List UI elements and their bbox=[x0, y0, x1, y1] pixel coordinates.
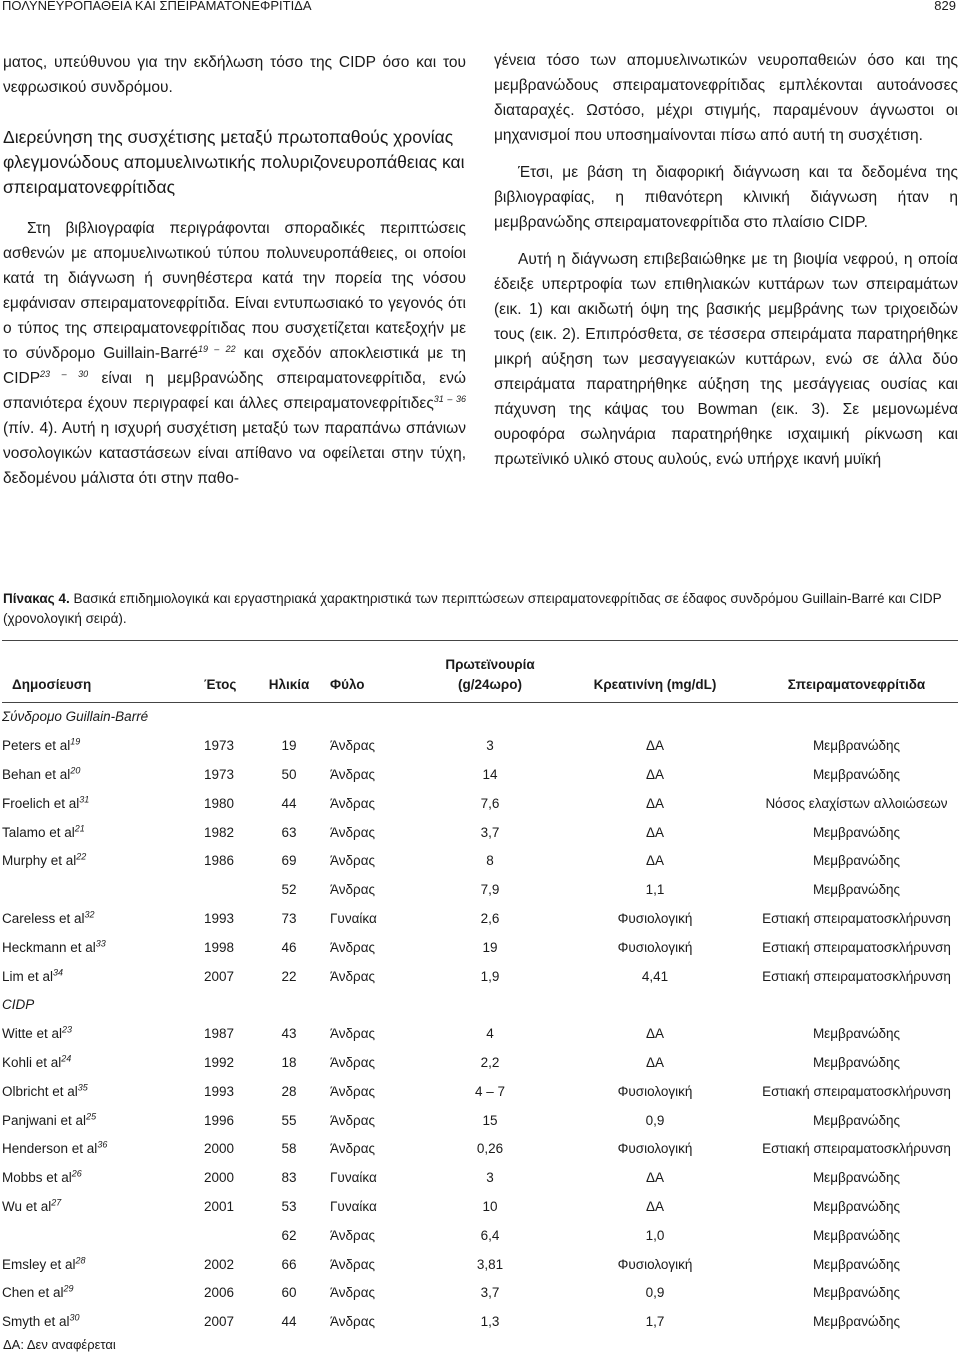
cell-creatinine: Φυσιολογική bbox=[617, 1141, 693, 1157]
cell-proteinuria: 15 bbox=[482, 1112, 498, 1128]
cell-glomerulonephritis: Μεμβρανώδης bbox=[812, 882, 901, 898]
continuation-paragraph: ματος, υπεύθυνου για την εκδήλωση τόσο της CIDP όσο και του νεφρωσικού συνδρόμου. bbox=[3, 54, 466, 96]
cell-publication: Mobbs et $al^{26}$ bbox=[2, 1168, 82, 1186]
header-sex: Φύλο bbox=[330, 677, 365, 692]
cell-year: 1998 bbox=[204, 939, 235, 955]
cell-year: 1992 bbox=[204, 1054, 235, 1070]
header-publication: Δημοσίευση bbox=[12, 677, 92, 692]
cell-publication bbox=[2, 876, 194, 905]
table-row bbox=[2, 905, 958, 934]
cell-year bbox=[194, 876, 264, 905]
cell-year: 2007 bbox=[204, 1314, 235, 1330]
cell-age: 28 bbox=[281, 1083, 297, 1099]
cell-sex: Γυναίκα bbox=[330, 910, 377, 926]
cell-glomerulonephritis: Εστιακή σπειραματοσκλήρυνση bbox=[762, 939, 951, 955]
cell-sex: Άνδρας bbox=[330, 1141, 376, 1157]
table-row bbox=[2, 732, 958, 761]
cell-glomerulonephritis: Μεμβρανώδης bbox=[812, 1256, 901, 1272]
cell-age: 73 bbox=[281, 910, 297, 926]
citation-ref: 32 bbox=[84, 909, 95, 920]
table-group-row bbox=[2, 991, 958, 1020]
cell-creatinine: 4,41 bbox=[641, 968, 669, 984]
citation-ref: 29 bbox=[63, 1283, 74, 1294]
cell-year: 1993 bbox=[204, 910, 235, 926]
cell-year: 2000 bbox=[204, 1141, 235, 1157]
cell-publication: Henderson et $al^{36}$ bbox=[2, 1139, 108, 1157]
cell-age: 60 bbox=[281, 1285, 297, 1301]
citation-ref: 35 bbox=[77, 1082, 88, 1093]
cell-sex: Άνδρας bbox=[330, 1256, 376, 1272]
cell-proteinuria: 3 bbox=[486, 738, 494, 754]
citation-ref: 26 bbox=[71, 1168, 82, 1179]
cell-publication: Panjwani et $al^{25}$ bbox=[2, 1111, 97, 1128]
cell-proteinuria: 2,6 bbox=[480, 910, 500, 926]
cell-glomerulonephritis: Μεμβρανώδης bbox=[812, 853, 901, 869]
cell-sex: Άνδρας bbox=[330, 766, 376, 782]
cell-sex: Άνδρας bbox=[330, 1112, 376, 1128]
body-paragraph: γένεια τόσο των απομυελινωτικών νευροπαθειών όσο και της μεμβρανώδους σπειραματονεφρίτιδας εμπλέκονται αυτοάνοσες διαταραχές. Ωστόσο, μέχρι στιγμής, παραμένουν άγνωστοι οι μηχανισμοί που υποσημαίνονται πίσω από αυτή τη συσχέτιση. bbox=[494, 52, 958, 144]
cell-creatinine: ΔΑ bbox=[645, 795, 665, 811]
cell-glomerulonephritis: Μεμβρανώδης bbox=[812, 1112, 901, 1128]
section-heading: Διερεύνηση της συσχέτισης μεταξύ πρωτοπαθούς χρονίας φλεγμονώδους απομυελινωτικής πολυριζονευροπάθειας και σπειραματονεφρίτιδας bbox=[3, 127, 465, 197]
cell-age: 18 bbox=[281, 1054, 297, 1070]
citation-ref: 31 bbox=[79, 794, 90, 805]
cell-age: 55 bbox=[281, 1112, 297, 1128]
cell-year: 2007 bbox=[204, 968, 235, 984]
cell-publication: Talamo et $al^{21}$ bbox=[2, 823, 85, 840]
running-title: ΠΟΛΥΝΕΥΡΟΠΑΘΕΙΑ ΚΑΙ ΣΠΕΙΡΑΜΑΤΟΝΕΦΡΙΤΙΔΑ bbox=[2, 0, 312, 13]
citation-ref: 20 bbox=[70, 765, 81, 776]
table-row bbox=[2, 1106, 958, 1135]
cell-publication: Froelich et $al^{31}$ bbox=[2, 794, 90, 811]
cell-age: 46 bbox=[281, 939, 297, 955]
cell-glomerulonephritis: Μεμβρανώδης bbox=[812, 1285, 901, 1301]
table-row bbox=[2, 962, 958, 991]
cell-age: 83 bbox=[281, 1170, 297, 1186]
cell-publication bbox=[2, 1221, 194, 1250]
group-label: Σύνδρομο Guillain-Barré bbox=[2, 709, 149, 725]
header-proteinuria: Πρωτεϊνουρία (g/24ωρο) bbox=[445, 657, 535, 692]
cell-publication: Behan et $al^{20}$ bbox=[2, 765, 81, 782]
cell-year: 1973 bbox=[204, 738, 235, 754]
table-row bbox=[2, 1077, 958, 1106]
table-row bbox=[2, 1164, 958, 1193]
cell-creatinine: Φυσιολογική bbox=[617, 1256, 693, 1272]
cell-creatinine: ΔΑ bbox=[645, 824, 665, 840]
cell-publication: Kohli et $al^{24}$ bbox=[2, 1053, 72, 1070]
cell-creatinine: Φυσιολογική bbox=[617, 939, 693, 955]
table-row bbox=[2, 1221, 958, 1250]
cell-sex: Άνδρας bbox=[330, 738, 376, 754]
body-paragraph: Αυτή η διάγνωση επιβεβαιώθηκε με τη βιοψία νεφρού, η οποία έδειξε υπερτροφία των επιθηλιακών κυττάρων των σπειραμάτων (εικ. 1) και ακιδωτή όψη της βασικής μεμβράνης των τριχοειδών τους (εικ. 2). Επιπρόσθετα, σε τέσσερα σπειράματα παρατηρήθηκε μικρή αύξηση των μεσαγγειακών κυττάρων, ενώ σε άλλα δύο σπειράματα παρατηρήθηκε αύξηση της μεσάγγειας ουσίας και πάχυνση της κάψας του Bowman (εικ. 3). Σε μεμονωμένα ουροφόρα σωληνάρια παρατηρήθηκε ισχαιμική ρίκνωση και πρωτεϊνικό υλικό στους αυλούς, ενώ υπήρχε ικανή μυϊκή bbox=[494, 251, 958, 468]
cell-sex: Άνδρας bbox=[330, 939, 376, 955]
citation-ref: 31 – 36 bbox=[433, 393, 466, 404]
cell-age: 22 bbox=[281, 968, 297, 984]
cell-publication: Chen et $al^{29}$ bbox=[2, 1283, 74, 1301]
citation-ref: 19 bbox=[70, 736, 81, 747]
cell-year: 2000 bbox=[204, 1170, 235, 1186]
cell-proteinuria: 8 bbox=[486, 853, 494, 869]
cell-year bbox=[194, 1221, 264, 1250]
cell-creatinine: ΔΑ bbox=[645, 853, 665, 869]
cell-glomerulonephritis: Μεμβρανώδης bbox=[812, 738, 901, 754]
cell-publication: Murphy et $al^{22}$ bbox=[2, 851, 87, 869]
citation-ref: 30 bbox=[69, 1312, 80, 1323]
cell-proteinuria: 0,26 bbox=[476, 1141, 504, 1157]
right-column bbox=[494, 48, 958, 472]
cell-proteinuria: 7,9 bbox=[480, 882, 500, 898]
citation-ref: 27 bbox=[51, 1197, 62, 1208]
cell-glomerulonephritis: Εστιακή σπειραματοσκλήρυνση bbox=[762, 1141, 951, 1157]
citation-ref: 28 bbox=[75, 1255, 86, 1266]
table-row bbox=[2, 1193, 958, 1222]
citation-ref: 36 bbox=[97, 1139, 108, 1150]
cell-year: 1987 bbox=[204, 1026, 235, 1042]
cell-creatinine: ΔΑ bbox=[645, 1054, 665, 1070]
table-row bbox=[2, 1135, 958, 1164]
group-label: CIDP bbox=[2, 997, 35, 1013]
cell-age: 69 bbox=[281, 853, 297, 869]
citation-ref: 21 bbox=[74, 823, 85, 834]
cell-year: 1996 bbox=[204, 1112, 235, 1128]
cell-age: 63 bbox=[281, 824, 297, 840]
cell-year: 1980 bbox=[204, 795, 235, 811]
cell-sex: Άνδρας bbox=[330, 1083, 376, 1099]
cell-glomerulonephritis: Νόσος ελαχίστων αλλοιώσεων bbox=[765, 795, 948, 811]
citation-ref: 34 bbox=[53, 967, 64, 978]
header-creatinine: Κρεατινίνη (mg/dL) bbox=[593, 677, 717, 692]
cell-age: 66 bbox=[281, 1256, 297, 1272]
header-year: Έτος bbox=[204, 677, 237, 692]
spacer bbox=[3, 100, 466, 125]
cell-publication: Peters et $al^{19}$ bbox=[2, 736, 81, 754]
table-caption: Πίνακας 4. Βασικά επιδημιολογικά και εργαστηριακά χαρακτηριστικά των περιπτώσεων σπειραματονεφρίτιδας σε έδαφος συνδρόμου Guillain-Barré και CIDP (χρονολογική σειρά). bbox=[3, 591, 942, 626]
cell-sex: Άνδρας bbox=[330, 1285, 376, 1301]
cell-year: 1982 bbox=[204, 824, 235, 840]
cell-year: 2002 bbox=[204, 1256, 235, 1272]
cell-sex: Άνδρας bbox=[330, 882, 376, 898]
cell-glomerulonephritis: Μεμβρανώδης bbox=[812, 766, 901, 782]
table-row bbox=[2, 761, 958, 790]
page-number: 829 bbox=[934, 0, 956, 13]
table-row bbox=[2, 1020, 958, 1049]
citation-ref: 33 bbox=[95, 938, 106, 949]
cell-proteinuria: 4 bbox=[486, 1026, 494, 1042]
cell-sex: Άνδρας bbox=[330, 853, 376, 869]
cell-year: 1986 bbox=[204, 853, 235, 869]
cell-publication: Careless et $al^{32}$ bbox=[2, 909, 95, 926]
cell-creatinine: 1,7 bbox=[645, 1314, 665, 1330]
cell-year: 1993 bbox=[204, 1083, 235, 1099]
cell-sex: Άνδρας bbox=[330, 1054, 376, 1070]
cell-glomerulonephritis: Μεμβρανώδης bbox=[812, 1054, 901, 1070]
cell-proteinuria: 3,7 bbox=[480, 1285, 500, 1301]
citation-ref: 25 bbox=[86, 1111, 97, 1122]
cell-glomerulonephritis: Μεμβρανώδης bbox=[812, 1026, 901, 1042]
table-row bbox=[2, 1308, 958, 1337]
cell-creatinine: Φυσιολογική bbox=[617, 910, 693, 926]
cell-year: 2001 bbox=[204, 1198, 235, 1214]
cell-creatinine: 0,9 bbox=[645, 1112, 665, 1128]
cell-age: 62 bbox=[281, 1227, 297, 1243]
table-row bbox=[2, 1279, 958, 1308]
cell-creatinine: ΔΑ bbox=[645, 1026, 665, 1042]
cell-sex: Άνδρας bbox=[330, 795, 376, 811]
cell-creatinine: Φυσιολογική bbox=[617, 1083, 693, 1099]
cell-creatinine: 0,9 bbox=[645, 1285, 665, 1301]
data-table bbox=[2, 640, 958, 1337]
cell-proteinuria: 14 bbox=[482, 766, 498, 782]
cell-age: 44 bbox=[281, 1314, 297, 1330]
body-paragraph: Έτσι, με βάση τη διαφορική διάγνωση και τα δεδομένα της βιβλιογραφίας, η πιθανότερη κλινική διάγνωση ήταν η μεμβρανώδης σπειραματονεφρίτιδα στο πλαίσιο CIDP. bbox=[494, 164, 958, 231]
citation-ref: 24 bbox=[61, 1053, 72, 1064]
cell-sex: Άνδρας bbox=[330, 824, 376, 840]
table-row bbox=[2, 933, 958, 962]
cell-proteinuria: 6,4 bbox=[480, 1227, 500, 1243]
cell-glomerulonephritis: Μεμβρανώδης bbox=[812, 824, 901, 840]
cell-proteinuria: 3,7 bbox=[480, 824, 500, 840]
citation-ref: 22 bbox=[76, 851, 87, 862]
cell-publication: Emsley et $al^{28}$ bbox=[2, 1255, 86, 1272]
spacer bbox=[3, 200, 466, 216]
cell-creatinine: 1,1 bbox=[645, 882, 665, 898]
cell-sex: Άνδρας bbox=[330, 1026, 376, 1042]
cell-proteinuria: 1,9 bbox=[480, 968, 500, 984]
table-row bbox=[2, 847, 958, 876]
cell-age: 50 bbox=[281, 766, 297, 782]
cell-age: 58 bbox=[281, 1141, 297, 1157]
cell-glomerulonephritis: Μεμβρανώδης bbox=[812, 1198, 901, 1214]
cell-proteinuria: 19 bbox=[482, 939, 498, 955]
cell-year: 1973 bbox=[204, 766, 235, 782]
cell-proteinuria: 3,81 bbox=[476, 1256, 504, 1272]
table-footnote: ΔΑ: Δεν αναφέρεται bbox=[3, 1337, 116, 1352]
cell-sex: Άνδρας bbox=[330, 968, 376, 984]
cell-proteinuria: 1,3 bbox=[480, 1314, 500, 1330]
cell-age: 53 bbox=[281, 1198, 297, 1214]
cell-age: 44 bbox=[281, 795, 297, 811]
cell-proteinuria: 3 bbox=[486, 1170, 494, 1186]
cell-glomerulonephritis: Μεμβρανώδης bbox=[812, 1170, 901, 1186]
table-group-row bbox=[2, 703, 958, 732]
table-row bbox=[2, 1049, 958, 1078]
cell-glomerulonephritis: Μεμβρανώδης bbox=[812, 1227, 901, 1243]
cell-glomerulonephritis: Εστιακή σπειραματοσκλήρυνση bbox=[762, 1083, 951, 1099]
cell-year: 2006 bbox=[204, 1285, 235, 1301]
header-glomerulonephritis: Σπειραματονεφρίτιδα bbox=[787, 677, 926, 692]
table-row bbox=[2, 1250, 958, 1279]
cell-proteinuria: 4 – 7 bbox=[474, 1083, 506, 1099]
cell-creatinine: ΔΑ bbox=[645, 738, 665, 754]
left-column bbox=[3, 50, 466, 491]
cell-sex: Γυναίκα bbox=[330, 1198, 377, 1214]
table-label: Πίνακας 4. bbox=[3, 591, 70, 606]
running-header bbox=[0, 0, 960, 13]
cell-publication: Lim et $al^{34}$ bbox=[2, 967, 64, 984]
cell-creatinine: ΔΑ bbox=[645, 1198, 665, 1214]
cell-proteinuria: 2,2 bbox=[480, 1054, 500, 1070]
cell-creatinine: ΔΑ bbox=[645, 766, 665, 782]
cell-age: 43 bbox=[281, 1026, 297, 1042]
cell-glomerulonephritis: Εστιακή σπειραματοσκλήρυνση bbox=[762, 968, 951, 984]
cell-age: 52 bbox=[281, 882, 297, 898]
table-row bbox=[2, 818, 958, 847]
cell-proteinuria: 10 bbox=[482, 1198, 498, 1214]
table-row bbox=[2, 789, 958, 818]
citation-ref: 23 – 30 bbox=[40, 368, 89, 379]
cell-proteinuria: 7,6 bbox=[480, 795, 500, 811]
table-row bbox=[2, 876, 958, 905]
cell-publication: Olbricht et $al^{35}$ bbox=[2, 1082, 88, 1099]
citation-ref: 19 – 22 bbox=[197, 343, 236, 354]
cell-glomerulonephritis: Εστιακή σπειραματοσκλήρυνση bbox=[762, 910, 951, 926]
cell-age: 19 bbox=[281, 738, 297, 754]
header-age: Ηλικία bbox=[268, 677, 310, 692]
cell-glomerulonephritis: Μεμβρανώδης bbox=[812, 1314, 901, 1330]
cell-sex: Άνδρας bbox=[330, 1227, 376, 1243]
table-header-row bbox=[2, 641, 958, 703]
cell-creatinine: ΔΑ bbox=[645, 1170, 665, 1186]
cell-sex: Γυναίκα bbox=[330, 1170, 377, 1186]
cell-creatinine: 1,0 bbox=[645, 1227, 665, 1243]
cell-publication: Witte et $al^{23}$ bbox=[2, 1024, 73, 1042]
cell-publication: Wu et $al^{27}$ bbox=[2, 1197, 62, 1214]
cell-publication: Smyth et $al^{30}$ bbox=[2, 1312, 80, 1330]
citation-ref: 23 bbox=[62, 1024, 73, 1035]
cell-sex: Άνδρας bbox=[330, 1314, 376, 1330]
body-paragraph: Στη βιβλιογραφία περιγράφονται σποραδικές περιπτώσεις ασθενών με απομυελινωτικού τύπου πολυνευροπάθειες, οι οποίοι κατά τη διάγνωση ή συνηθέστερα κατά την πορεία της νόσου εμφάνισαν σπειραματονεφρίτιδα. Είναι εντυπωσιακό το γεγονός ότι ο τύπος της σπειραματονεφρίτιδας που συσχετίζεται κατεξοχήν με το σύνδρομο Guillain-Barré$^{19 - 22}$ και σχεδόν αποκλειστικά με τη CIDP$^{23 - 30}$ είναι η μεμβρανώδης σπειραματονεφρίτιδα, ενώ σπανιότερα έχουν περιγραφεί και άλλες σπειραματονεφρίτιδες$^{31 - 36}$ (πίν. 4). Αυτή η ισχυρή συσχέτιση μεταξύ των παραπάνω σπάνιων νοσολογικών καταστάσεων είναι απίθανο να οφείλεται στην τύχη, δεδομένου μάλιστα ότι στην παθο- bbox=[3, 220, 466, 487]
cell-publication: Heckmann et $al^{33}$ bbox=[2, 938, 106, 955]
